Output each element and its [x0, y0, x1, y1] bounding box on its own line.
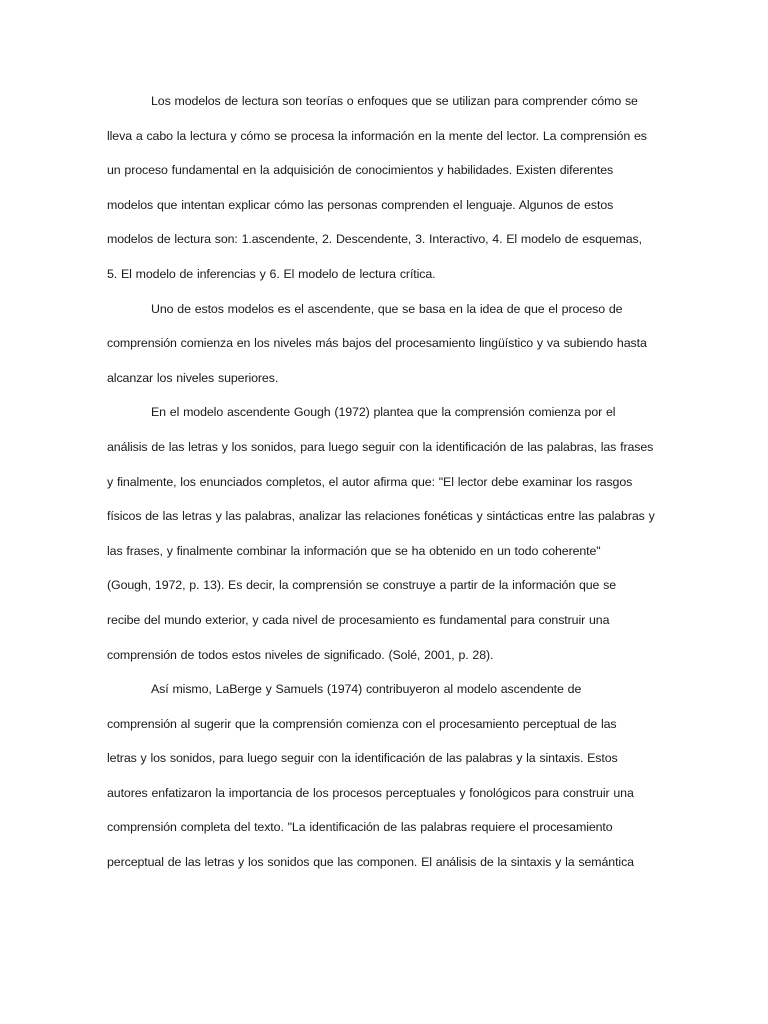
text-line: 5. El modelo de inferencias y 6. El modelo de lectura crítica. — [107, 266, 436, 281]
text-line: lleva a cabo la lectura y cómo se procesa la información en la mente del lector. La comprensión es — [107, 128, 647, 143]
text-line: (Gough, 1972, p. 13). Es decir, la comprensión se construye a partir de la información que se — [107, 578, 617, 593]
paragraph-first-line: En el modelo ascendente Gough (1972) plantea que la comprensión comienza por el — [151, 405, 616, 420]
text-line: un proceso fundamental en la adquisición de conocimientos y habilidades. Existen diferentes — [107, 163, 614, 178]
text-line: físicos de las letras y las palabras, analizar las relaciones fonéticas y sintácticas entre las palabras y — [107, 509, 655, 524]
text-line: modelos de lectura son: 1.ascendente, 2. Descendente, 3. Interactivo, 4. El modelo de esquemas, — [107, 232, 642, 247]
paragraph-first-line: Los modelos de lectura son teorías o enfoques que se utilizan para comprender cómo se — [151, 94, 638, 108]
text-line: comprensión comienza en los niveles más bajos del procesamiento lingüístico y va subiendo hasta — [107, 336, 647, 351]
text-line: y finalmente, los enunciados completos, el autor afirma que: "El lector debe examinar los rasgos — [107, 474, 633, 489]
text-line: perceptual de las letras y los sonidos que las componen. El análisis de la sintaxis y la semántica — [107, 855, 634, 870]
text-line: comprensión completa del texto. "La identificación de las palabras requiere el procesamiento — [107, 820, 613, 835]
text-line: alcanzar los niveles superiores. — [107, 370, 279, 385]
text-line: análisis de las letras y los sonidos, para luego seguir con la identificación de las palabras, las frases — [107, 439, 654, 454]
paragraph-first-line: Así mismo, LaBerge y Samuels (1974) contribuyeron al modelo ascendente de — [151, 682, 582, 697]
document-body — [107, 84, 667, 880]
text-line: comprensión de todos estos niveles de significado. (Solé, 2001, p. 28). — [107, 647, 494, 662]
text-line: comprensión al sugerir que la comprensión comienza con el procesamiento perceptual de las — [107, 716, 617, 731]
text-line: las frases, y finalmente combinar la información que se ha obtenido en un todo coherente" — [107, 543, 601, 558]
text-line: modelos que intentan explicar cómo las personas comprenden el lenguaje. Algunos de estos — [107, 197, 614, 212]
paragraph-first-line: Uno de estos modelos es el ascendente, que se basa en la idea de que el proceso de — [151, 301, 623, 316]
text-line: letras y los sonidos, para luego seguir con la identificación de las palabras y la sintaxis. Estos — [107, 751, 618, 766]
text-line: autores enfatizaron la importancia de los procesos perceptuales y fonológicos para construir una — [107, 785, 634, 800]
text-line: recibe del mundo exterior, y cada nivel de procesamiento es fundamental para construir una — [107, 612, 610, 627]
